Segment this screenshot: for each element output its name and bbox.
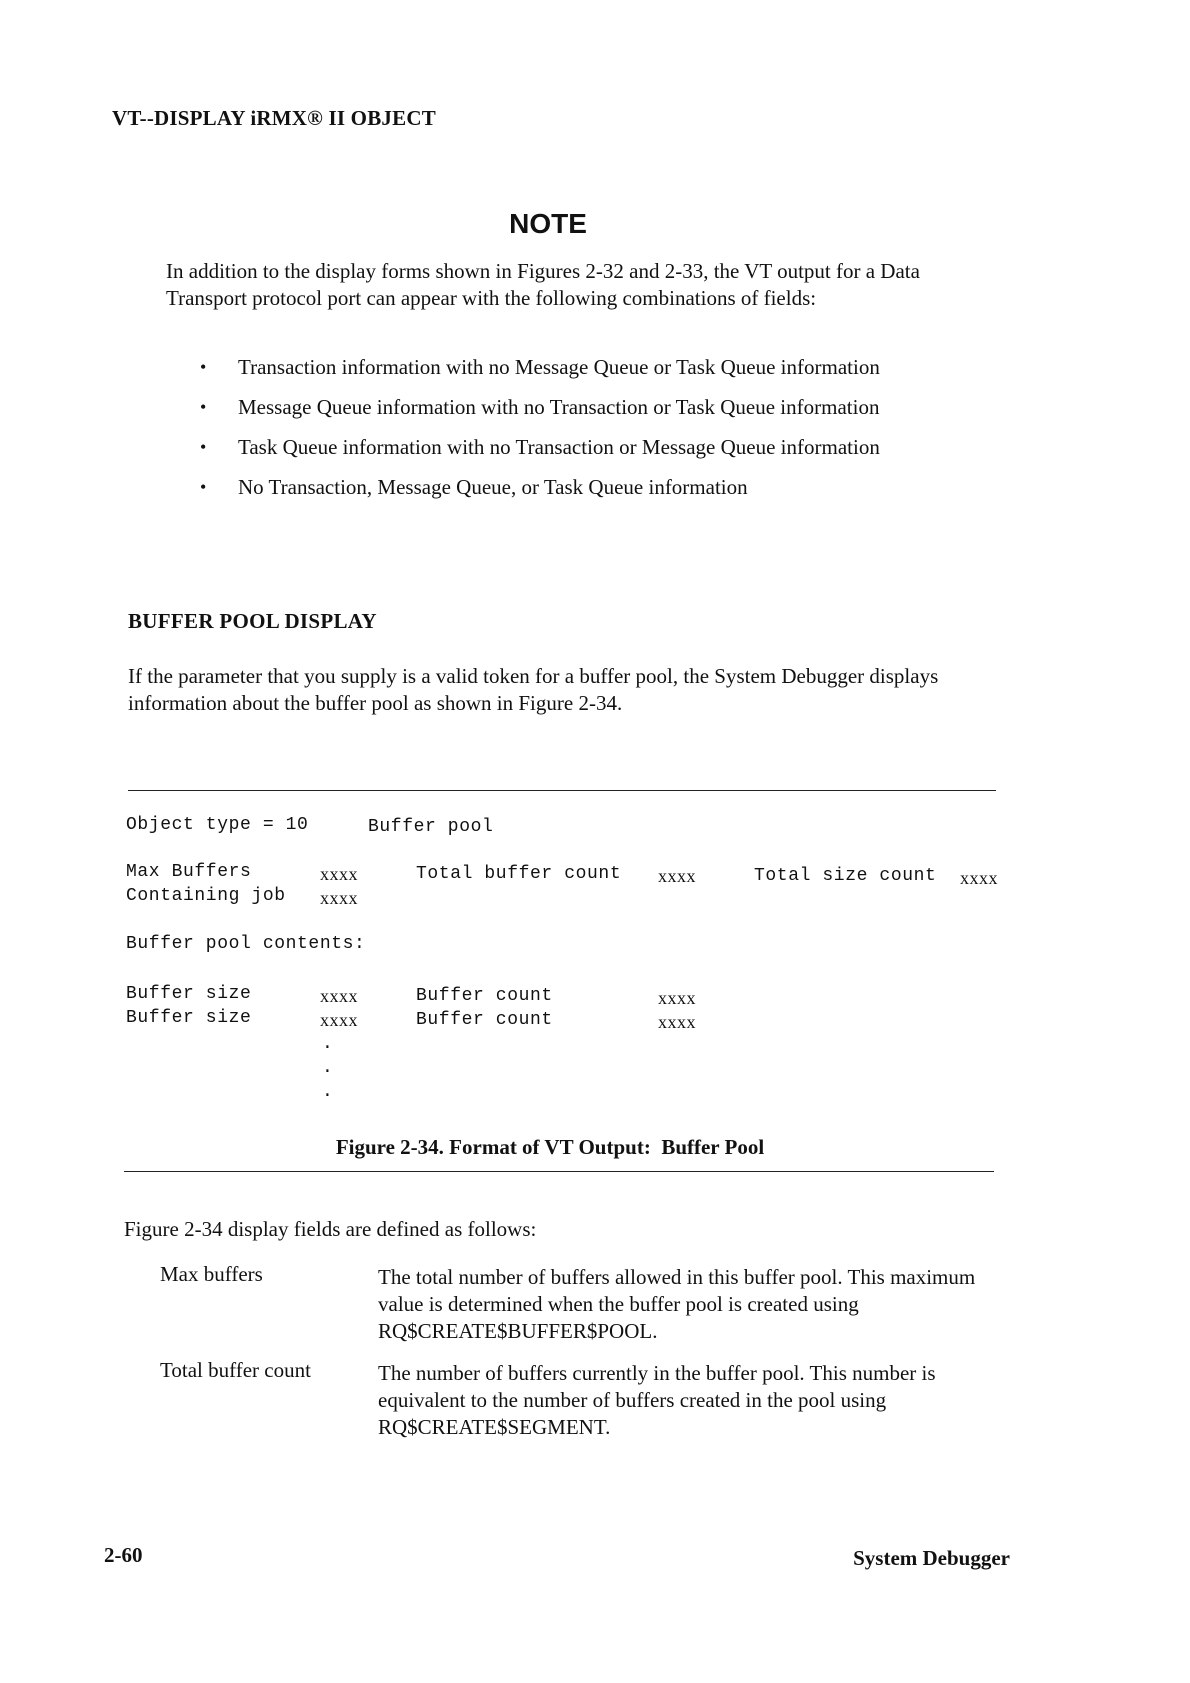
- definitions-intro: Figure 2-34 display fields are defined as follows:: [124, 1217, 537, 1241]
- note-bullet: • Transaction information with no Message Queue or Task Queue information: [200, 354, 920, 381]
- buffer-size-value: xxxx: [320, 986, 358, 1006]
- max-buffers-value: xxxx: [320, 864, 358, 884]
- buffer-count-label: Buffer count: [416, 986, 553, 1006]
- figure-caption: Figure 2-34. Format of VT Output: Buffer Pool: [335, 1135, 765, 1159]
- total-size-count-label: Total size count: [754, 866, 937, 886]
- note-bullet: • Message Queue information with no Transaction or Task Queue information: [200, 394, 920, 421]
- object-type-label: Object type = 10: [126, 815, 309, 835]
- running-header: VT--DISPLAY iRMX® II OBJECT: [112, 106, 436, 130]
- buffer-size-value: xxxx: [320, 1010, 358, 1030]
- note-bullet: • Task Queue information with no Transaction or Message Queue information: [200, 434, 920, 461]
- section-paragraph: If the parameter that you supply is a valid token for a buffer pool, the System Debugger displays information about the buffer pool as shown in Figure 2-34.: [128, 664, 939, 715]
- note-title: NOTE: [509, 208, 587, 239]
- buffer-count-label: Buffer count: [416, 1010, 553, 1030]
- containing-job-label: Containing job: [126, 886, 286, 906]
- total-buffer-count-value: xxxx: [658, 866, 696, 886]
- total-buffer-count-label: Total buffer count: [416, 864, 622, 884]
- page-number: 2-60: [104, 1543, 143, 1567]
- buffer-pool-contents-label: Buffer pool contents:: [126, 934, 366, 954]
- definition-term: Max buffers: [160, 1262, 263, 1286]
- total-size-count-value: xxxx: [960, 868, 998, 888]
- note-bullet: • No Transaction, Message Queue, or Task Queue information: [200, 474, 920, 501]
- definition-text: The total number of buffers allowed in this buffer pool. This maximum value is determined when the buffer pool is created using RQ$CREATE$BUFFER$POOL.: [378, 1265, 976, 1343]
- figure-bottom-rule: [124, 1171, 994, 1172]
- definition-term: Total buffer count: [160, 1358, 311, 1382]
- object-type-name: Buffer pool: [368, 817, 494, 837]
- note-bullet-list: [200, 354, 920, 514]
- ellipsis-dot: .: [322, 1034, 333, 1054]
- figure-top-rule: [128, 790, 996, 791]
- buffer-count-value: xxxx: [658, 1012, 696, 1032]
- ellipsis-dot: .: [322, 1082, 333, 1102]
- ellipsis-dot: .: [322, 1058, 333, 1078]
- max-buffers-label: Max Buffers: [126, 862, 252, 882]
- containing-job-value: xxxx: [320, 888, 358, 908]
- note-intro: In addition to the display forms shown in Figures 2-32 and 2-33, the VT output for a Data Transport protocol port can appear with the following combinations of fields:: [166, 259, 920, 310]
- book-title: System Debugger: [853, 1546, 1010, 1570]
- buffer-count-value: xxxx: [658, 988, 696, 1008]
- buffer-size-label: Buffer size: [126, 1008, 252, 1028]
- buffer-size-label: Buffer size: [126, 984, 252, 1004]
- section-heading: BUFFER POOL DISPLAY: [128, 609, 377, 633]
- definition-text: The number of buffers currently in the buffer pool. This number is equivalent to the number of buffers created in the pool using RQ$CREATE$SEGMENT.: [378, 1361, 936, 1439]
